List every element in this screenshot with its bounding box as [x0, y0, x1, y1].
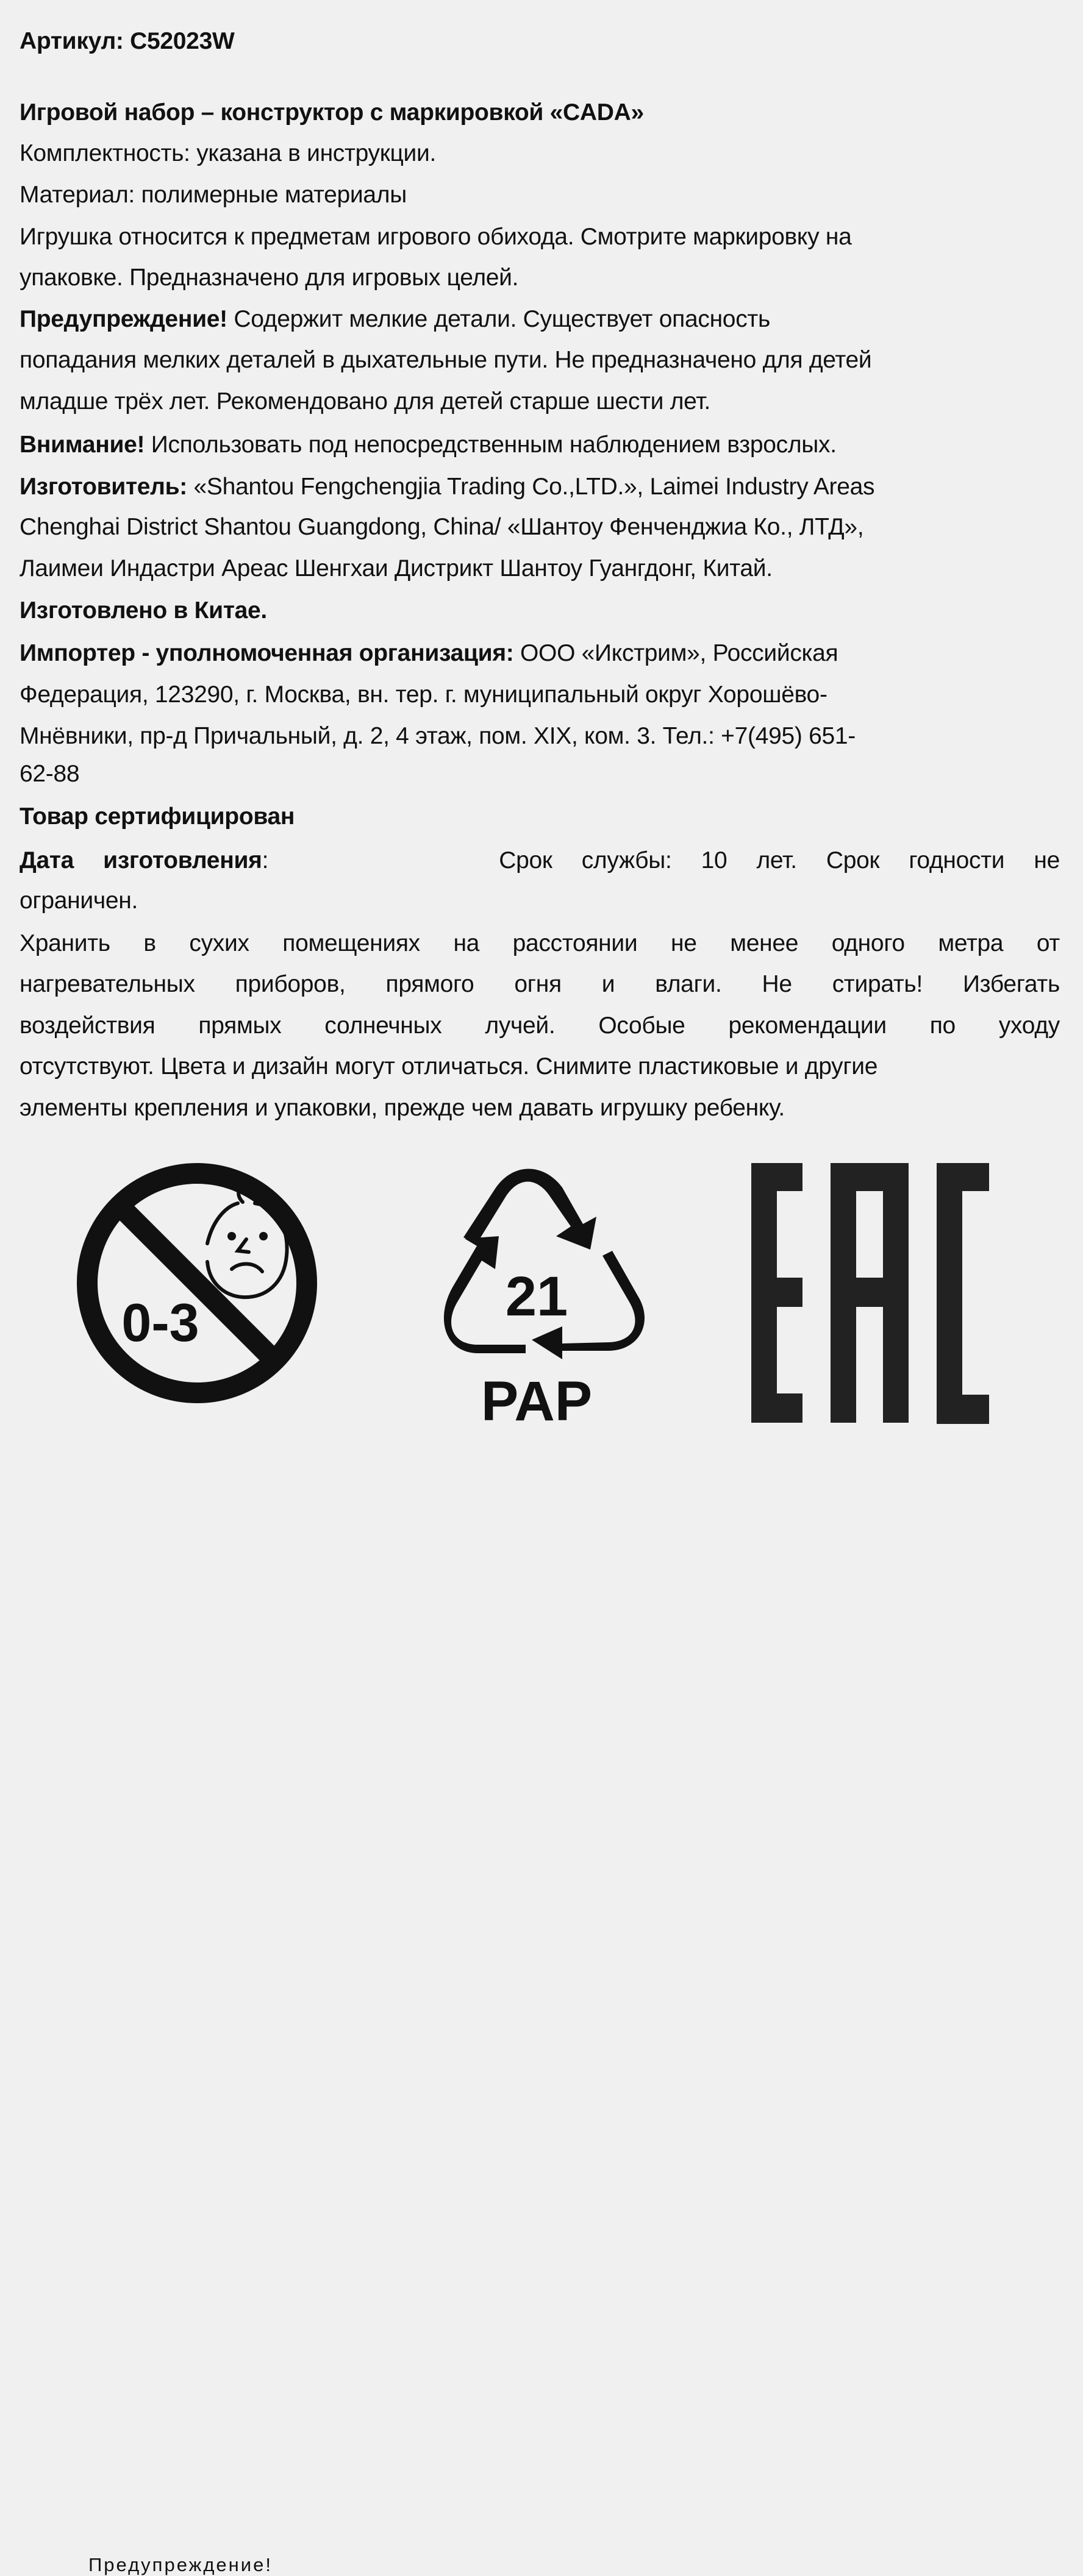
manufacturer-line-2: Chenghai District Shantou Guangdong, China/ «Шантоу Фенченджиа Ко., ЛТД»,: [20, 514, 864, 540]
attention-text: Использовать под непосредственным наблюдением взрослых.: [145, 432, 837, 458]
made-in-line: Изготовлено в Китае.: [20, 597, 267, 624]
article-label: Артикул:: [20, 28, 124, 54]
product-title: Игровой набор – конструктор с маркировкой «CADA»: [20, 99, 644, 126]
importer-line-2: Федерация, 123290, г. Москва, вн. тер. г. муниципальный округ Хорошёво-: [20, 681, 827, 708]
warning-label: Предупреждение!: [20, 306, 227, 332]
warning-text: Содержит мелкие детали. Существует опасность: [227, 306, 770, 332]
certification-icons: [0, 1146, 1083, 2575]
importer-line-3: Мнёвники, пр-д Причальный, д. 2, 4 этаж, пом. XIX, ком. 3. Тел.: +7(495) 651-: [20, 723, 856, 749]
manufacturer-label: Изготовитель:: [20, 474, 187, 500]
date-label: Дата изготовления: [20, 847, 262, 873]
toy-description-line-1: Игрушка относится к предметам игрового обихода. Смотрите маркировку на: [20, 224, 852, 250]
manufacturer-line-1: [20, 472, 874, 502]
warning-line-1: [20, 305, 770, 334]
service-life-text: Срок службы: 10 лет. Срок годности не: [499, 847, 1060, 873]
article-line: [20, 27, 234, 56]
recycling-material-text: PAP: [481, 1370, 593, 1432]
eac-certification-mark-icon: [751, 1163, 995, 1431]
importer-text: ООО «Икстрим», Российская: [513, 640, 838, 666]
warning-line-2: попадания мелких деталей в дыхательные пути. Не предназначено для детей: [20, 347, 872, 373]
age-range-text: 0-3: [121, 1292, 199, 1353]
age-warning-caption: Предупреждение!: [88, 2554, 273, 2575]
recycling-pap-21-icon: [427, 1158, 646, 1439]
importer-label: Импортер - уполномоченная организация:: [20, 640, 514, 666]
storage-line-2: нагревательных приборов, прямого огня и влаги. Не стирать! Избегать: [20, 971, 1060, 997]
importer-line-1: [20, 639, 838, 668]
warning-line-3: младше трёх лет. Рекомендовано для детей старше шести лет.: [20, 388, 711, 415]
article-value: C52023W: [123, 28, 235, 54]
attention-label: Внимание!: [20, 432, 145, 458]
importer-line-4: 62-88: [20, 761, 80, 787]
no-children-under-3-icon: [72, 1158, 322, 1408]
manufacturer-line-3: Лаимеи Индастри Ареас Шенгхаи Дистрикт Шантоу Гуангдонг, Китай.: [20, 555, 773, 582]
shelf-life-line: ограничен.: [20, 888, 138, 914]
storage-line-3: воздействия прямых солнечных лучей. Особые рекомендации по уходу: [20, 1012, 1060, 1039]
attention-line: [20, 430, 837, 460]
storage-line-4: отсутствуют. Цвета и дизайн могут отличаться. Снимите пластиковые и другие: [20, 1053, 878, 1080]
recycling-code-text: 21: [505, 1265, 568, 1328]
certified-line: Товар сертифицирован: [20, 803, 295, 830]
storage-line-1: Хранить в сухих помещениях на расстоянии не менее одного метра от: [20, 930, 1060, 956]
toy-description-line-2: упаковке. Предназначено для игровых целей.: [20, 265, 519, 291]
material-line: Материал: полимерные материалы: [20, 182, 407, 208]
manufacturer-text: «Shantou Fengchengjia Trading Co.,LTD.», Laimei Industry Areas: [187, 474, 875, 500]
completeness-line: Комплектность: указана в инструкции.: [20, 140, 437, 166]
date-service-line: [20, 846, 1060, 875]
storage-line-5: элементы крепления и упаковки, прежде чем давать игрушку ребенку.: [20, 1095, 785, 1121]
date-colon: :: [262, 847, 269, 873]
